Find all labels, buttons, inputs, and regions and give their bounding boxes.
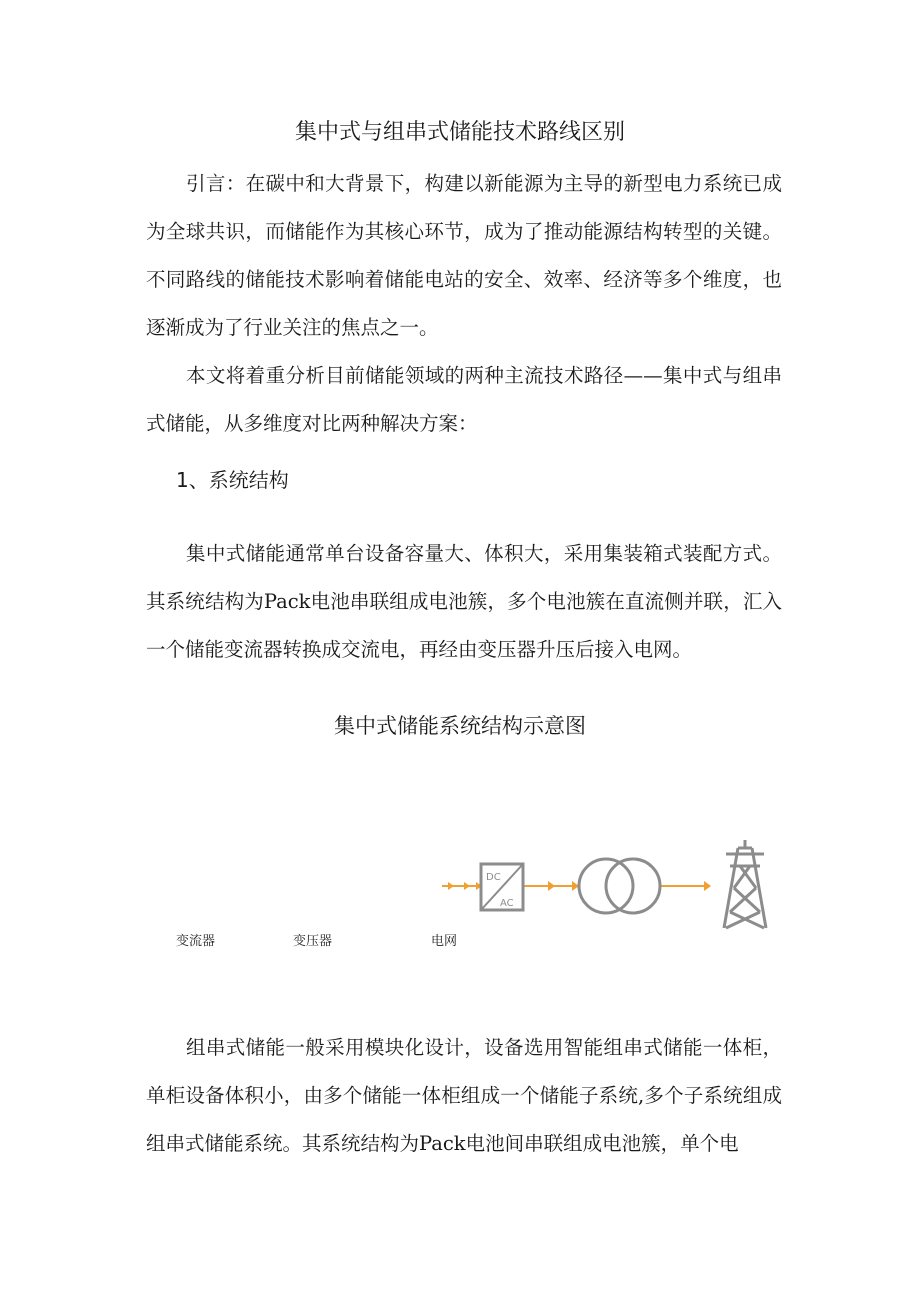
centralized-description-paragraph: 集中式储能通常单台设备容量大、体积大，采用集装箱式装配方式。其系统结构为Pack电池串联组成电池簇，多个电池簇在直流侧并联，汇入一个储能变流器转换成交流电，再经由变压器升压后接入电网。 (146, 542, 782, 661)
centralized-structure-diagram (440, 836, 790, 936)
document-title: 集中式与组串式储能技术路线区别 (294, 120, 625, 145)
transformer-icon (579, 859, 660, 913)
figure-title: 集中式储能系统结构示意图 (334, 714, 586, 738)
label-grid: 电网 (431, 934, 458, 949)
section-heading-system-structure: 1、系统结构 (176, 468, 289, 492)
converter-ac-text: AC (500, 898, 514, 909)
label-converter: 变流器 (176, 934, 216, 949)
power-tower-icon (724, 840, 766, 928)
converter-dc-text: DC (486, 872, 501, 883)
dc-ac-converter-icon (481, 864, 523, 910)
intro-paragraph: 引言：在碳中和大背景下，构建以新能源为主导的新型电力系统已成为全球共识，而储能作为其核心环节，成为了推动能源结构转型的关键。不同路线的储能技术影响着储能电站的安全、效率、经济等多个维度，也逐渐成为了行业关注的焦点之一。 (146, 172, 782, 339)
label-transformer: 变压器 (293, 934, 333, 949)
overview-paragraph: 本文将着重分析目前储能领域的两种主流技术路径——集中式与组串式储能，从多维度对比两种解决方案： (146, 364, 782, 435)
string-description-paragraph: 组串式储能一般采用模块化设计，设备选用智能组串式储能一体柜，单柜设备体积小，由多个储能一体柜组成一个储能子系统,多个子系统组成组串式储能系统。其系统结构为Pack电池间串联组成电池簇，单个电 (146, 1036, 782, 1155)
